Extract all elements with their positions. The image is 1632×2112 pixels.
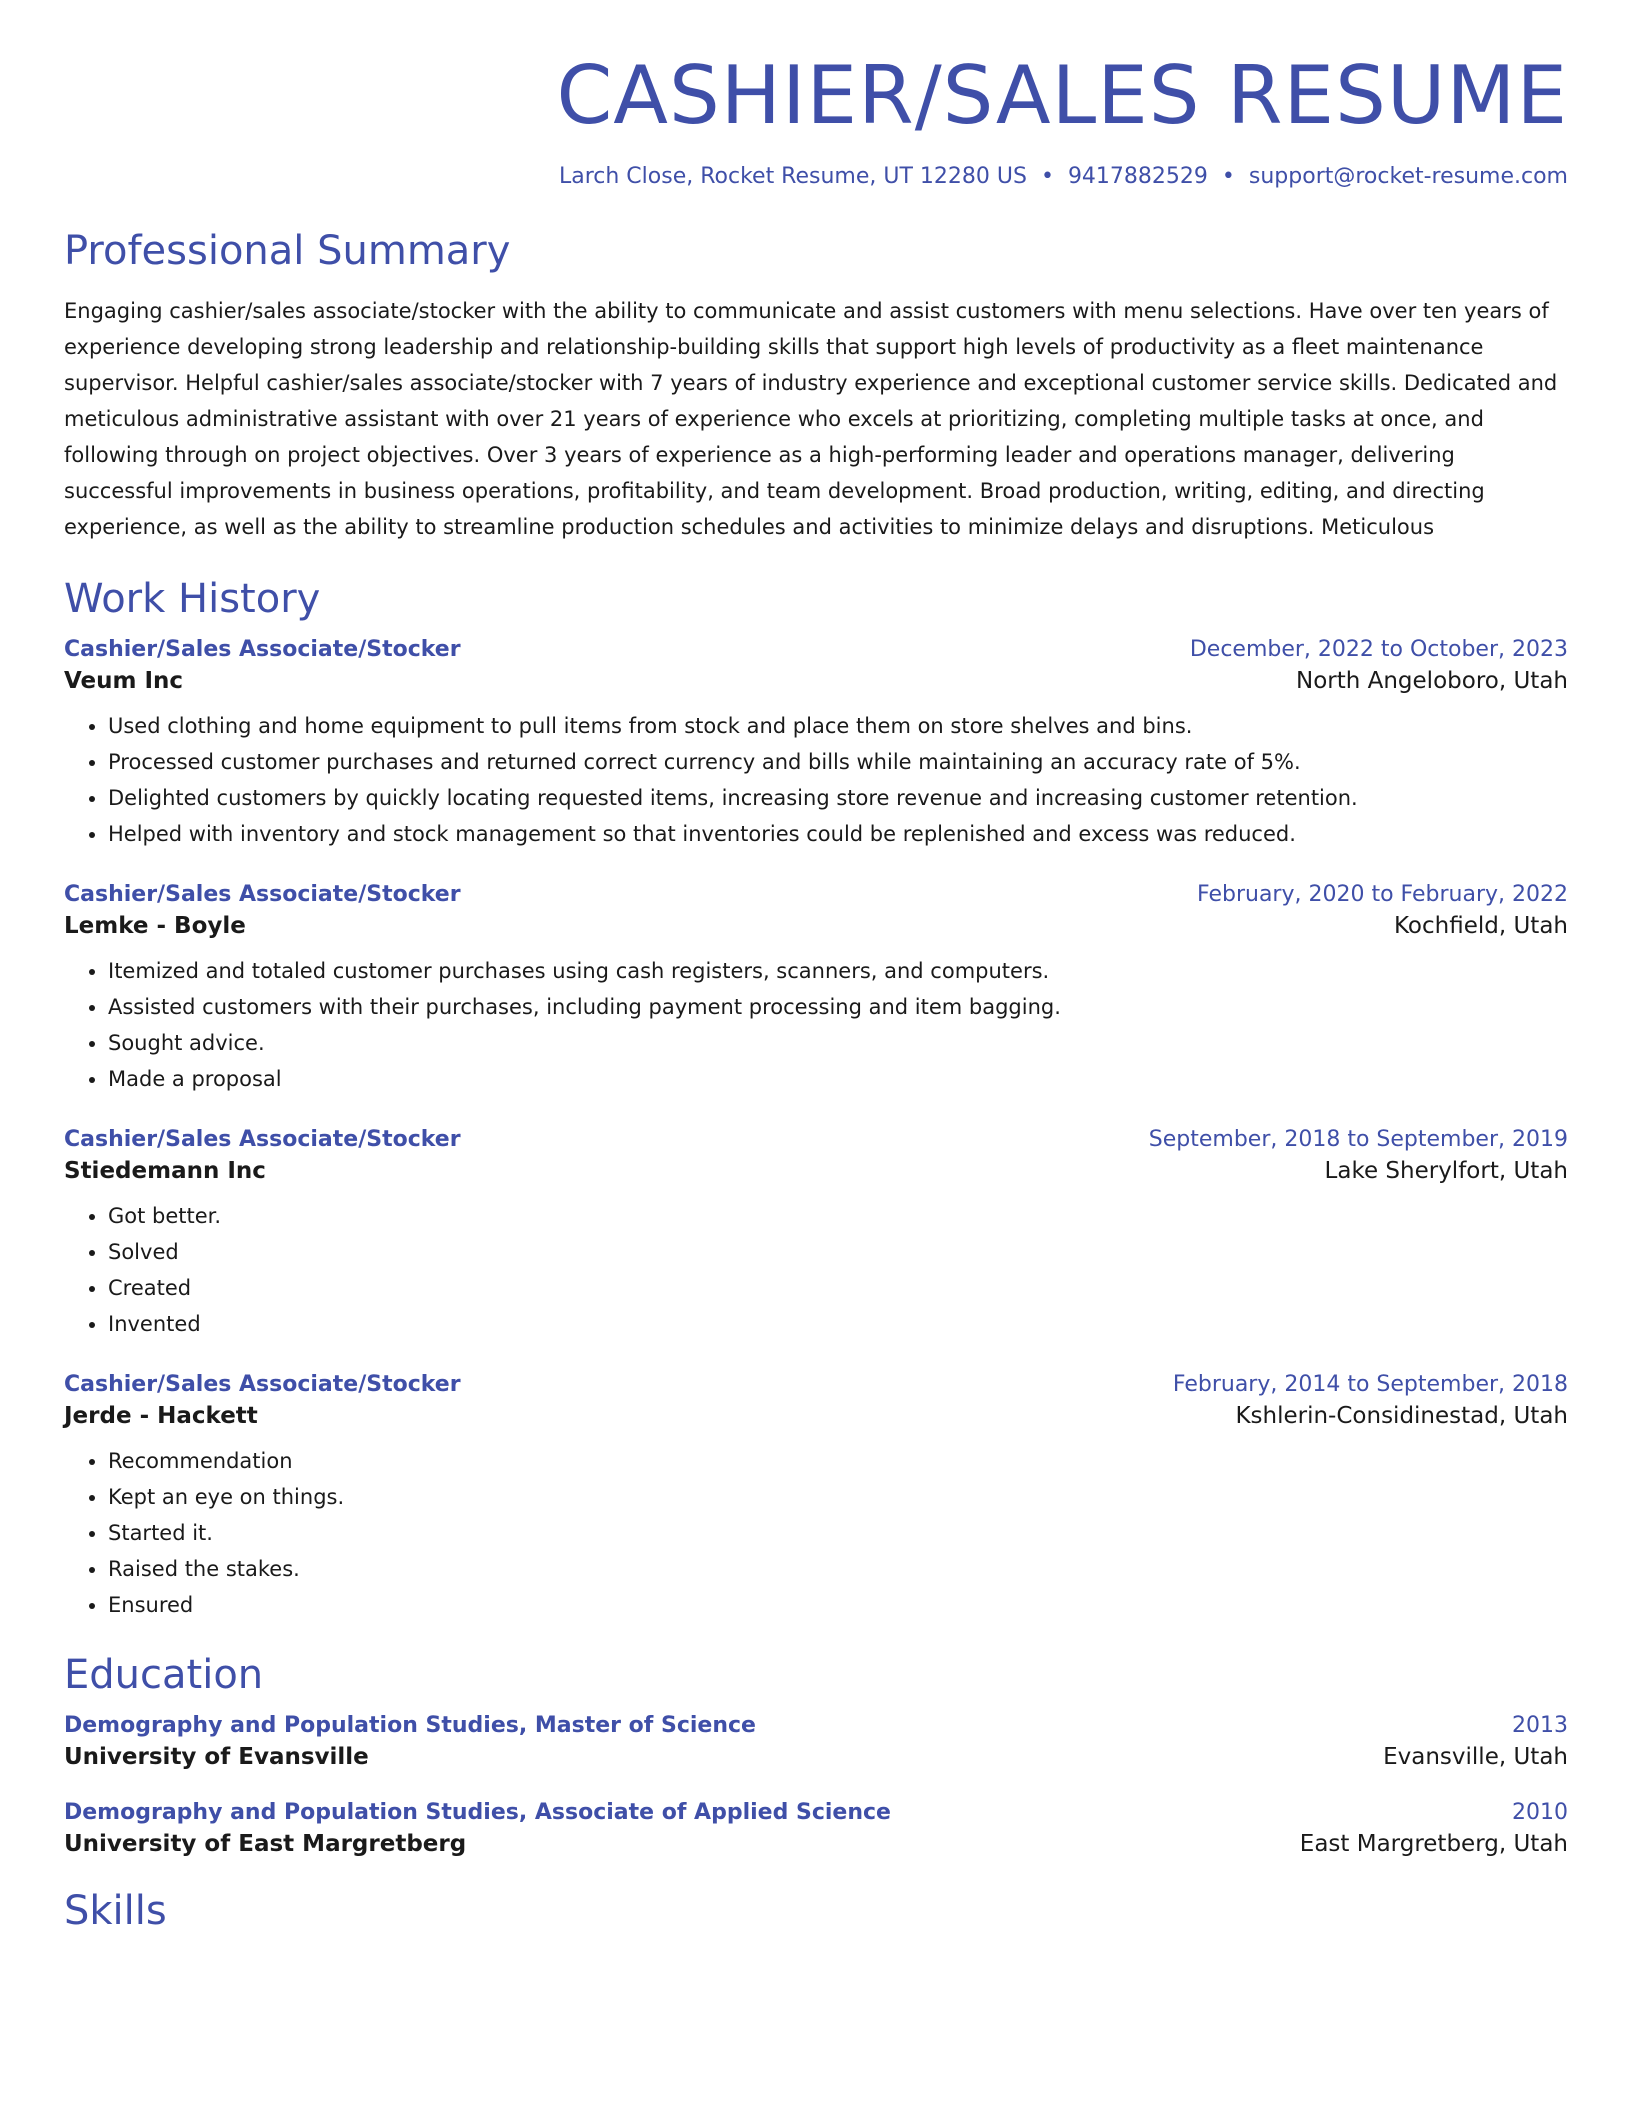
school-name: University of East Margretberg: [64, 1831, 467, 1857]
work-history-list: [64, 637, 1568, 1623]
education-list: [64, 1713, 1568, 1857]
job-bullets: [64, 708, 1568, 852]
job-dates: September, 2018 to September, 2019: [1148, 1127, 1568, 1152]
graduation-year: 2010: [1512, 1800, 1568, 1825]
education-entry: [64, 1713, 1568, 1770]
job-entry: [64, 637, 1568, 852]
separator-dot: •: [1221, 164, 1235, 189]
list-item: • Itemized and totaled customer purchases using cash registers, scanners, and computers.: [108, 953, 1568, 989]
list-item: • Raised the stakes.: [108, 1551, 1568, 1587]
company-name: Jerde - Hackett: [64, 1403, 258, 1429]
degree: Demography and Population Studies, Master of Science: [64, 1713, 756, 1738]
list-item: • Made a proposal: [108, 1061, 1568, 1097]
school-name: University of Evansville: [64, 1744, 369, 1770]
list-item: • Helped with inventory and stock management so that inventories could be replenished and excess was reduced.: [108, 816, 1568, 852]
job-location: Kochfield, Utah: [1393, 913, 1568, 939]
list-item: • Solved: [108, 1234, 1568, 1270]
contact-line: [64, 164, 1568, 189]
list-item: • Created: [108, 1270, 1568, 1306]
job-title: Cashier/Sales Associate/Stocker: [64, 637, 461, 662]
list-item: • Recommendation: [108, 1443, 1568, 1479]
phone: 9417882529: [1067, 164, 1208, 189]
education-heading: Education: [64, 1652, 264, 1698]
job-location: Lake Sherylfort, Utah: [1324, 1158, 1568, 1184]
list-item: • Used clothing and home equipment to pull items from stock and place them on store shelves and bins.: [108, 708, 1568, 744]
job-bullets: [64, 1443, 1568, 1623]
summary-text: Engaging cashier/sales associate/stocker with the ability to communicate and assist customers with menu selections. Have over ten years of experience developing strong leadership and relationship-building skills that support high levels of productivity as a fleet maintenance supervisor. Helpful cashier/sales associate/stocker with 7 years of industry experience and exceptional customer service skills. Dedicated and meticulous administrative assistant with over 21 years of experience who excels at prioritizing, completing multiple tasks at once, and following through on project objectives. Over 3 years of experience as a high-performing leader and operations manager, delivering successful improvements in business operations, profitability, and team development. Broad production, writing, editing, and directing experience, as well as the ability to streamline production schedules and activities to minimize delays and disruptions. Meticulous: [64, 299, 1558, 539]
list-item: • Delighted customers by quickly locating requested items, increasing store revenue and increasing customer retention.: [108, 780, 1568, 816]
job-dates: December, 2022 to October, 2023: [1189, 637, 1568, 662]
company-name: Stiedemann Inc: [64, 1158, 266, 1184]
list-item: • Assisted customers with their purchases, including payment processing and item bagging.: [108, 989, 1568, 1025]
job-entry: [64, 1127, 1568, 1342]
list-item: • Kept an eye on things.: [108, 1479, 1568, 1515]
job-title: Cashier/Sales Associate/Stocker: [64, 1127, 461, 1152]
skills-heading: Skills: [64, 1888, 167, 1934]
job-bullets: [64, 1198, 1568, 1342]
list-item: • Got better.: [108, 1198, 1568, 1234]
list-item: • Started it.: [108, 1515, 1568, 1551]
list-item: • Ensured: [108, 1587, 1568, 1623]
resume-title: CASHIER/SALES RESUME: [556, 49, 1568, 142]
resume-page: [64, 0, 1568, 1953]
list-item: • Invented: [108, 1306, 1568, 1342]
job-title: Cashier/Sales Associate/Stocker: [64, 882, 461, 907]
job-dates: February, 2020 to February, 2022: [1197, 882, 1568, 907]
separator-dot: •: [1040, 164, 1054, 189]
summary-heading: Professional Summary: [64, 228, 511, 274]
graduation-year: 2013: [1512, 1713, 1568, 1738]
job-title: Cashier/Sales Associate/Stocker: [64, 1372, 461, 1397]
school-location: Evansville, Utah: [1383, 1744, 1568, 1770]
degree: Demography and Population Studies, Associate of Applied Science: [64, 1800, 891, 1825]
job-entry: [64, 1372, 1568, 1623]
address: Larch Close, Rocket Resume, UT 12280 US: [558, 164, 1027, 189]
job-dates: February, 2014 to September, 2018: [1172, 1372, 1568, 1397]
work-history-heading: Work History: [64, 576, 321, 622]
company-name: Lemke - Boyle: [64, 913, 246, 939]
job-bullets: [64, 953, 1568, 1097]
company-name: Veum Inc: [64, 668, 184, 694]
job-location: Kshlerin-Considinestad, Utah: [1235, 1403, 1568, 1429]
school-location: East Margretberg, Utah: [1299, 1831, 1568, 1857]
list-item: • Processed customer purchases and returned correct currency and bills while maintaining an accuracy rate of 5%.: [108, 744, 1568, 780]
job-location: North Angeloboro, Utah: [1295, 668, 1568, 694]
job-entry: [64, 882, 1568, 1097]
list-item: • Sought advice.: [108, 1025, 1568, 1061]
education-entry: [64, 1800, 1568, 1857]
email-link[interactable]: support@rocket-resume.com: [1248, 164, 1568, 189]
